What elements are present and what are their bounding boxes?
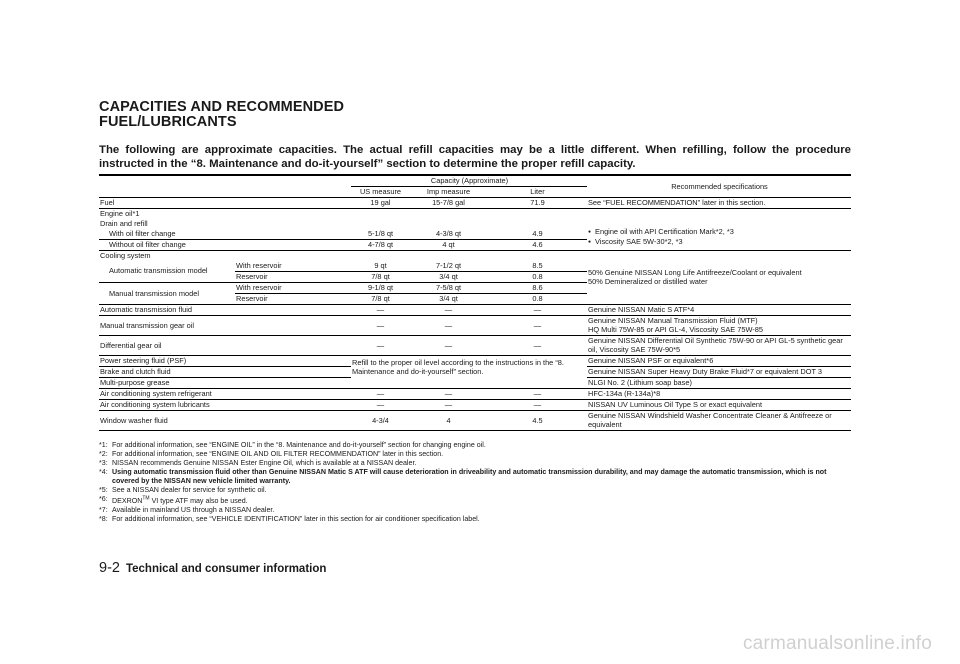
atf-label: Automatic transmission fluid xyxy=(99,304,351,315)
ac-ref-us: — xyxy=(351,388,409,399)
footnote-6 xyxy=(99,495,851,506)
fuel-liter: 71.9 xyxy=(487,197,587,208)
without-filter-liter: 4.6 xyxy=(487,239,587,250)
manual-model-label: Manual transmission model xyxy=(99,282,235,304)
capacities-table-wrapper xyxy=(99,174,851,431)
ac-ref-label: Air conditioning system refrigerant xyxy=(99,388,351,399)
footnote-text: For additional information, see “VEHICLE IDENTIFICATION” later in this section for air conditioner specification label. xyxy=(112,515,480,524)
refill-note: Refill to the proper oil level according to the instructions in the “8. Maintenance and do-it-yourself” section. xyxy=(351,355,587,388)
section-name: Technical and consumer information xyxy=(125,563,327,575)
capacities-table xyxy=(99,176,851,431)
auto-with-reservoir-label: With reservoir xyxy=(235,260,351,271)
ac-ref-imp: — xyxy=(409,388,487,399)
mtgo-spec xyxy=(587,315,851,335)
with-filter-us: 5-1/8 qt xyxy=(351,228,409,239)
table-row-atf xyxy=(99,304,851,315)
header-spec: Recommended specifications xyxy=(587,176,851,197)
auto-with-us: 9 qt xyxy=(351,260,409,271)
drain-refill-label: Drain and refill xyxy=(100,218,148,228)
dexron-text: DEXRON xyxy=(112,497,143,506)
mtgo-liter: — xyxy=(487,315,587,335)
cooling-spec xyxy=(587,250,851,304)
footnote-4 xyxy=(99,468,851,486)
footnote-2 xyxy=(99,450,851,459)
engine-oil-spec-2: ● Viscosity SAE 5W-30*2, *3 xyxy=(588,237,851,247)
table-row-engine-oil xyxy=(99,208,851,218)
footnote-mark: *8: xyxy=(99,515,108,524)
with-filter-liter: 4.9 xyxy=(487,228,587,239)
manual-res-liter: 0.8 xyxy=(487,293,587,304)
ac-ref-spec: HFC-134a (R-134a)*8 xyxy=(587,388,851,399)
manual-with-liter: 8.6 xyxy=(487,282,587,293)
washer-imp: 4 xyxy=(446,415,451,425)
diff-label: Differential gear oil xyxy=(99,335,351,355)
footnote-text xyxy=(112,497,248,505)
diff-imp: — xyxy=(409,335,487,355)
auto-model-label: Automatic transmission model xyxy=(99,260,235,282)
grease-spec: NLGI No. 2 (Lithium soap base) xyxy=(587,377,851,388)
manual-reservoir-label: Reservoir xyxy=(235,293,351,304)
washer-spec: Genuine NISSAN Windshield Washer Concentrate Cleaner & Antifreeze or equivalent xyxy=(588,411,832,429)
washer-label: Window washer fluid xyxy=(100,415,168,425)
footnote-mark: *7: xyxy=(99,506,108,515)
footnote-5 xyxy=(99,486,851,495)
diff-us: — xyxy=(351,335,409,355)
auto-reservoir-label: Reservoir xyxy=(235,271,351,282)
brake-spec: Genuine NISSAN Super Heavy Duty Brake Fluid*7 or equivalent DOT 3 xyxy=(587,366,851,377)
mtgo-spec-1: Genuine NISSAN Manual Transmission Fluid (MTF) xyxy=(588,316,758,325)
fuel-imp: 15-7/8 gal xyxy=(409,197,487,208)
footnote-text: See a NISSAN dealer for service for synthetic oil. xyxy=(112,486,267,494)
with-filter-imp: 4-3/8 qt xyxy=(409,228,487,239)
grease-label: Multi-purpose grease xyxy=(99,377,351,388)
header-row-1 xyxy=(99,176,851,186)
mtgo-spec-2: HQ Multi 75W-85 or API GL-4, Viscosity SAE 75W-85 xyxy=(588,325,763,334)
engine-oil-label: Engine oil*1 xyxy=(100,208,140,218)
without-filter-label: Without oil filter change xyxy=(99,239,351,250)
footnote-mark: *1: xyxy=(99,441,108,449)
without-filter-us: 4-7/8 qt xyxy=(351,239,409,250)
table-row-washer xyxy=(99,410,851,430)
footnote-text: Using automatic transmission fluid other than Genuine NISSAN Matic S ATF will cause deterioration in driveability and automatic transmission durability, and may damage the automatic transmission, which is not covered by the NISSAN new vehicle limited warranty. xyxy=(112,468,827,485)
manual-with-us: 9-1/8 qt xyxy=(351,282,409,293)
footnote-text: Available in mainland US through a NISSAN dealer. xyxy=(112,506,275,515)
ac-ref-liter: — xyxy=(487,388,587,399)
table-row-cooling xyxy=(99,250,851,260)
page-number: 9-2 xyxy=(99,560,120,576)
ac-lub-label: Air conditioning system lubricants xyxy=(99,399,351,410)
mtgo-imp: — xyxy=(409,315,487,335)
mtgo-us: — xyxy=(351,315,409,335)
auto-res-imp: 3/4 qt xyxy=(409,271,487,282)
footnote-3 xyxy=(99,459,851,468)
footnote-mark: *4: xyxy=(99,468,108,476)
cooling-spec-2: 50% Demineralized or distilled water xyxy=(588,277,708,286)
psf-spec: Genuine NISSAN PSF or equivalent*6 xyxy=(587,355,851,366)
manual-with-reservoir-label: With reservoir xyxy=(235,282,351,293)
table-row-psf xyxy=(99,355,851,366)
footnote-text: For additional information, see “ENGINE OIL AND OIL FILTER RECOMMENDATION” later in this section. xyxy=(112,450,444,458)
footnote-mark: *5: xyxy=(99,486,108,494)
trademark-sup: TM xyxy=(142,496,150,502)
footnote-7 xyxy=(99,506,851,515)
page-title-line-1: CAPACITIES AND RECOMMENDED xyxy=(99,99,345,115)
manual-res-imp: 3/4 qt xyxy=(409,293,487,304)
ac-lub-liter: — xyxy=(487,399,587,410)
atf-spec: Genuine NISSAN Matic S ATF*4 xyxy=(587,304,851,315)
header-capacity: Capacity (Approximate) xyxy=(351,176,587,186)
atf-us: — xyxy=(351,304,409,315)
table-row-mt-gear-oil xyxy=(99,315,851,335)
header-imp: Imp measure xyxy=(409,186,487,197)
cooling-spec-1: 50% Genuine NISSAN Long Life Antifreeze/Coolant or equivalent xyxy=(588,268,802,277)
ac-lub-spec: NISSAN UV Luminous Oil Type S or exact equivalent xyxy=(587,399,851,410)
footnote-text: For additional information, see “ENGINE OIL” in the “8. Maintenance and do-it-yourself” section for changing engine oil. xyxy=(112,441,486,449)
washer-liter: 4.5 xyxy=(532,415,543,425)
dexron-rest: VI type ATF may also be used. xyxy=(149,497,248,506)
watermark: carmanualsonline.info xyxy=(742,633,932,654)
atf-liter: — xyxy=(487,304,587,315)
ac-lub-imp: — xyxy=(409,399,487,410)
brake-label: Brake and clutch fluid xyxy=(99,366,351,377)
without-filter-imp: 4 qt xyxy=(409,239,487,250)
footnote-1 xyxy=(99,441,851,450)
footnotes xyxy=(99,441,851,524)
auto-res-us: 7/8 qt xyxy=(351,271,409,282)
footnote-text: NISSAN recommends Genuine NISSAN Ester Engine Oil, which is available at a NISSAN dealer. xyxy=(112,459,417,467)
diff-spec: Genuine NISSAN Differential Oil Synthetic 75W-90 or API GL-5 synthetic gear oil, Viscosity SAE 75W-90*5 xyxy=(587,335,851,355)
intro-paragraph: The following are approximate capacities. The actual refill capacities may be a little different. When refilling, follow the procedure instructed in the “8. Maintenance and do-it-yourself” section to determine the proper refill capacity. xyxy=(99,144,851,170)
fuel-label: Fuel xyxy=(99,197,351,208)
cooling-label: Cooling system xyxy=(100,250,151,260)
auto-with-imp: 7-1/2 qt xyxy=(409,260,487,271)
page-title xyxy=(99,100,344,130)
fuel-us: 19 gal xyxy=(351,197,409,208)
fuel-spec: See “FUEL RECOMMENDATION” later in this section. xyxy=(587,197,851,208)
engine-oil-spec xyxy=(587,208,851,250)
auto-res-liter: 0.8 xyxy=(487,271,587,282)
psf-label: Power steering fluid (PSF) xyxy=(99,355,351,366)
table-row-fuel xyxy=(99,197,851,208)
table-row-ac-refrigerant xyxy=(99,388,851,399)
manual-res-us: 7/8 qt xyxy=(351,293,409,304)
header-us: US measure xyxy=(351,186,409,197)
auto-with-liter: 8.5 xyxy=(487,260,587,271)
footnote-mark: *2: xyxy=(99,450,108,458)
footnote-mark: *3: xyxy=(99,459,108,467)
mtgo-label: Manual transmission gear oil xyxy=(99,315,351,335)
washer-us: 4-3/4 xyxy=(372,415,389,425)
table-row-differential xyxy=(99,335,851,355)
atf-imp: — xyxy=(409,304,487,315)
header-liter: Liter xyxy=(487,186,587,197)
diff-liter: — xyxy=(487,335,587,355)
manual-with-imp: 7-5/8 qt xyxy=(409,282,487,293)
footnote-mark: *6: xyxy=(99,495,108,503)
table-row-ac-lubricants xyxy=(99,399,851,410)
page-footer xyxy=(99,560,326,576)
page-title-line-2: FUEL/LUBRICANTS xyxy=(99,114,237,130)
ac-lub-us: — xyxy=(351,399,409,410)
engine-oil-spec-1: ● Engine oil with API Certification Mark*2, *3 xyxy=(588,227,851,237)
with-filter-label: With oil filter change xyxy=(99,228,351,239)
footnote-8 xyxy=(99,515,851,524)
